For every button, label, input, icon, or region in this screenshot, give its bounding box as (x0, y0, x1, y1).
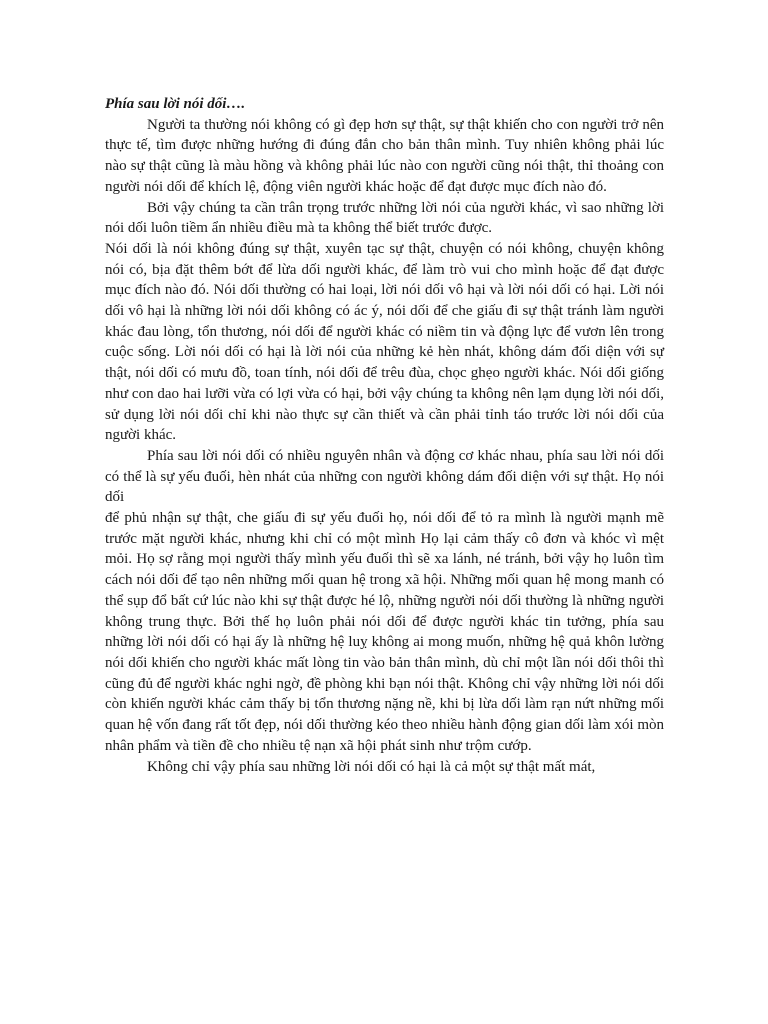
paragraph-1: Người ta thường nói không có gì đẹp hơn sự thật, sự thật khiến cho con người trở nên thực tế, tìm được những hướng đi đúng đắn cho bản thân mình. Tuy nhiên không phải lúc nào sự thật cũng là màu hồng và không phải lúc nào con người cũng nói thật, thỉ thoảng con người nói dối để khích lệ, động viên người khác hoặc để đạt được mục đích nào đó. (105, 116, 664, 195)
paragraph-4: Phía sau lời nói dối có nhiều nguyên nhân và động cơ khác nhau, phía sau lời nói dối có thể là sự yếu đuối, hèn nhát của những con người không dám đối diện với sự thật. Họ nói dối (105, 447, 664, 506)
document-page (105, 94, 664, 777)
paragraph-5: để phủ nhận sự thật, che giấu đi sự yếu đuối họ, nói dối để tỏ ra mình là người mạnh mẽ trước mặt người khác, nhưng khi chỉ có một mình Họ lại cảm thấy cô đơn và khóc vì mệt mỏi. Họ sợ rằng mọi người thấy mình yếu đuối thì sẽ xa lánh, né tránh, bởi vậy họ luôn tìm cách nói dối để tạo nên những mối quan hệ trong xã hội. Những mối quan hệ mong manh có thể sụp đổ bất cứ lúc nào khi sự thật được hé lộ, những người nói dối thường là những người không trung thực. Bởi thế họ luôn phải nói dối để được người khác tin tưởng, phía sau những lời nói dối có hại ấy là những hệ luỵ không ai mong muốn, những hệ quả khôn lường nói dối khiến cho người khác mất lòng tin vào bản thân mình, dù chỉ một lần nói dối thôi thì cũng đủ để người khác nghi ngờ, đề phòng khi bạn nói thật. Không chỉ vậy những lời nói dối còn khiến người khác cảm thấy bị tổn thương nặng nề, khi bị lừa dối làm rạn nứt những mối quan hệ vốn đang rất tốt đẹp, nói dối thường kéo theo nhiều hành động gian dối làm xói mòn nhân phẩm và tiền đề cho nhiều tệ nạn xã hội phát sinh như trộm cướp. (105, 510, 664, 754)
paragraph-3: Nói dối là nói không đúng sự thật, xuyên tạc sự thật, chuyện có nói không, chuyện không nói có, bịa đặt thêm bớt để lừa dối người khác, để làm trò vui cho mình hoặc để đạt được mục đích nào đó. Nói dối thường có hai loại, lời nói dối vô hại và lời nói dối có hại. Lời nói dối vô hại là những lời nói dối không có ác ý, nói dối để che giấu đi sự thật tránh làm người khác đau lòng, tổn thương, nói dối để người khác có niềm tin và động lực để vươn lên trong cuộc sống. Lời nói dối có hại là lời nói của những kẻ hèn nhát, không dám đối diện với sự thật, nói dối có mưu đồ, toan tính, nói dối để trêu đùa, chọc ghẹo người khác. Nói dối giống như con dao hai lưỡi vừa có lợi vừa có hại, bởi vậy chúng ta không nên lạm dụng lời nói dối, sử dụng lời nói dối chỉ khi nào thực sự cần thiết và cần phải tỉnh táo trước lời nói dối của người khác. (105, 240, 664, 444)
paragraph-6: Không chỉ vậy phía sau những lời nói dối có hại là cả một sự thật mất mát, (147, 758, 596, 775)
page-title: Phía sau lời nói dối…. (105, 96, 246, 112)
paragraph-2: Bởi vậy chúng ta cần trân trọng trước những lời nói của người khác, vì sao những lời nói dối luôn tiềm ẩn nhiều điều mà ta không thể biết trước được. (105, 199, 664, 237)
